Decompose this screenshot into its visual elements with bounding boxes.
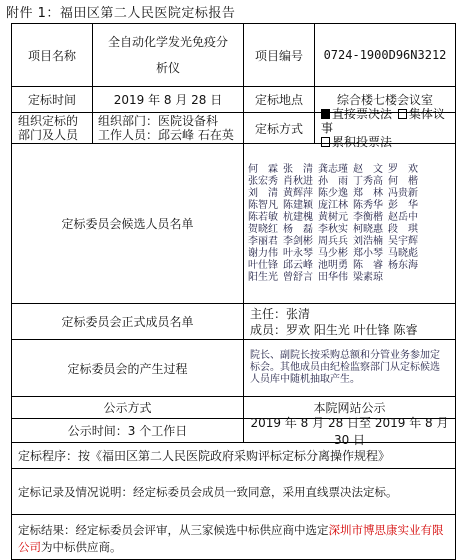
org-staff: 工作人员：邱云峰 石在英 <box>98 128 234 142</box>
announce-period: 公示时间：3 个工作日 <box>67 424 188 438</box>
candidate-name: 吴宇辉 <box>388 236 418 247</box>
method-option-direct: 直接票决法 <box>332 107 393 121</box>
members-list: 成员：罗欢 阳生光 叶仕锋 陈睿 <box>250 322 418 337</box>
candidate-name: 阳生光 <box>248 272 278 283</box>
candidate-name: 陈智凡 <box>248 200 278 211</box>
report-table <box>11 23 456 560</box>
candidate-name: 张 清 <box>283 164 313 175</box>
candidate-name: 冯贵新 <box>388 188 418 199</box>
candidate-name: 陈秀华 <box>353 200 383 211</box>
candidate-name: 李衡楷 <box>353 212 383 223</box>
candidate-name: 赵 文 <box>353 164 383 175</box>
candidate-name: 邱云峰 <box>283 260 313 271</box>
result-row <box>11 514 456 560</box>
candidate-name: 池明勇 <box>318 260 348 271</box>
record-text: 定标记录及情况说明：经定标委员会成员一致同意，采用直线票决法定标。 <box>18 484 398 499</box>
project-name-line2: 析仪 <box>155 61 180 75</box>
candidate-name: 孙 雨 <box>318 176 348 187</box>
members-cell <box>243 304 455 339</box>
announce-value: 本院网站公示 <box>243 397 455 418</box>
candidate-name: 杨 磊 <box>283 224 313 235</box>
procedure-text: 定标程序：按《福田区第二人民医院政府采购评标定标分离操作规程》 <box>18 449 391 463</box>
candidate-name: 龚志瑾 <box>318 164 348 175</box>
candidate-name <box>423 164 456 175</box>
checkbox-icon <box>398 109 407 119</box>
org-dept: 组织部门：医院设备科 <box>98 114 219 128</box>
candidate-name: 刘 清 <box>248 188 278 199</box>
result-company: 深圳市博思康实业有限公司 <box>18 523 444 554</box>
candidate-name <box>423 224 456 235</box>
project-name-line1: 全自动化学发光免疫分 <box>107 35 228 49</box>
candidate-name: 陈少逸 <box>318 188 348 199</box>
candidate-name <box>423 260 456 271</box>
announce-label: 公示方式 <box>103 401 152 415</box>
candidate-name: 何 楷 <box>388 176 418 187</box>
org-label-line1: 组织定标的 <box>18 114 79 128</box>
candidate-name <box>423 272 456 283</box>
candidate-name: 黄辉萍 <box>283 188 313 199</box>
project-row <box>11 23 456 86</box>
candidate-name: 李秋实 <box>318 224 348 235</box>
members-row <box>11 303 456 339</box>
candidate-name: 陈 睿 <box>353 260 383 271</box>
project-no-value: 0724-1900D96N3212 <box>314 24 455 86</box>
candidate-name: 曾舒言 <box>283 272 313 283</box>
result-prefix: 定标结果：经定标委员会评审，从三家候选中标供应商中选定 <box>18 523 329 537</box>
org-row <box>11 107 456 149</box>
candidate-name: 丁秀高 <box>353 176 383 187</box>
announce-dates: 2019 年 8 月 28 日至 2019 年 8 月 30 日 <box>243 419 455 442</box>
candidate-name <box>388 272 421 283</box>
candidate-name: 郑 林 <box>353 188 383 199</box>
process-label: 定标委员会的产生过程 <box>67 361 188 376</box>
project-no-label: 项目编号 <box>243 24 314 86</box>
candidate-name: 叶仕锋 <box>248 260 278 271</box>
candidate-names-grid <box>244 164 456 283</box>
candidate-name <box>423 200 456 211</box>
result-suffix: 为中标供应商。 <box>41 540 122 554</box>
candidate-name: 彭 华 <box>388 200 418 211</box>
date-value: 2019 年 8 月 28 日 <box>92 87 243 112</box>
process-text: 院长、副院长按采购总额和分管业务参加定标会。其他成员由纪检监察部门从定标候选人员库中随机抽取产生。 <box>243 340 455 396</box>
org-label-line2: 部门及人员 <box>18 128 79 142</box>
candidate-name: 刘浩楠 <box>353 236 383 247</box>
process-row <box>11 339 456 396</box>
candidate-name <box>423 188 456 199</box>
candidate-name: 马少彬 <box>318 248 348 259</box>
candidate-name <box>423 248 456 259</box>
document-title: 附件 1：福田区第二人民医院定标报告 <box>6 6 236 21</box>
candidate-name: 陈建颖 <box>283 200 313 211</box>
candidate-name: 梁素琼 <box>353 272 383 283</box>
candidate-name <box>423 176 456 187</box>
candidate-name: 贺晓红 <box>248 224 278 235</box>
checkbox-checked-icon <box>321 109 330 119</box>
candidates-cell <box>243 144 455 303</box>
candidate-name: 谢力伟 <box>248 248 278 259</box>
date-label: 定标时间 <box>27 93 76 107</box>
project-name-value <box>92 24 243 86</box>
announce-period-row <box>11 415 456 447</box>
method-options <box>314 107 455 149</box>
candidate-name: 罗 欢 <box>388 164 418 175</box>
candidate-name: 田华伟 <box>318 272 348 283</box>
result-cell <box>12 515 455 559</box>
candidates-row <box>11 143 456 303</box>
candidate-name: 赵岳中 <box>388 212 418 223</box>
candidate-name: 庞江林 <box>318 200 348 211</box>
candidate-name: 叶永琴 <box>283 248 313 259</box>
candidate-name: 杭建槐 <box>283 212 313 223</box>
members-chair: 主任：张清 <box>250 306 311 321</box>
candidate-name: 郑小琴 <box>353 248 383 259</box>
candidate-name: 柯晓惠 <box>353 224 383 235</box>
candidate-name: 陈若敏 <box>248 212 278 223</box>
org-detail <box>92 113 243 143</box>
method-option-cumulative: 累积投票法 <box>332 135 393 149</box>
candidate-name: 杨东海 <box>388 260 418 271</box>
members-label: 定标委员会正式成员名单 <box>61 315 194 329</box>
candidate-name: 李丽君 <box>248 236 278 247</box>
candidate-name: 何 霖 <box>248 164 278 175</box>
method-row-1 <box>321 107 455 135</box>
method-option-collective: 集体议事 <box>321 107 445 135</box>
method-label: 定标方式 <box>243 113 314 143</box>
candidate-name: 李剑彬 <box>283 236 313 247</box>
candidate-name: 肖秋进 <box>283 176 313 187</box>
candidate-name: 黄树元 <box>318 212 348 223</box>
procedure-row <box>11 442 456 468</box>
candidate-name <box>423 212 456 223</box>
project-name-label: 项目名称 <box>27 48 76 63</box>
candidate-name: 张宏秀 <box>248 176 278 187</box>
place-label: 定标地点 <box>243 87 314 112</box>
candidate-name: 马晓彪 <box>388 248 418 259</box>
place-value: 综合楼七楼会议室 <box>314 87 455 112</box>
org-label <box>12 113 92 143</box>
candidate-name: 周兵兵 <box>318 236 348 247</box>
record-row <box>11 468 456 514</box>
candidate-name: 段 琪 <box>388 224 418 235</box>
candidate-name <box>423 236 456 247</box>
candidates-label: 定标委员会候选人员名单 <box>61 217 194 231</box>
